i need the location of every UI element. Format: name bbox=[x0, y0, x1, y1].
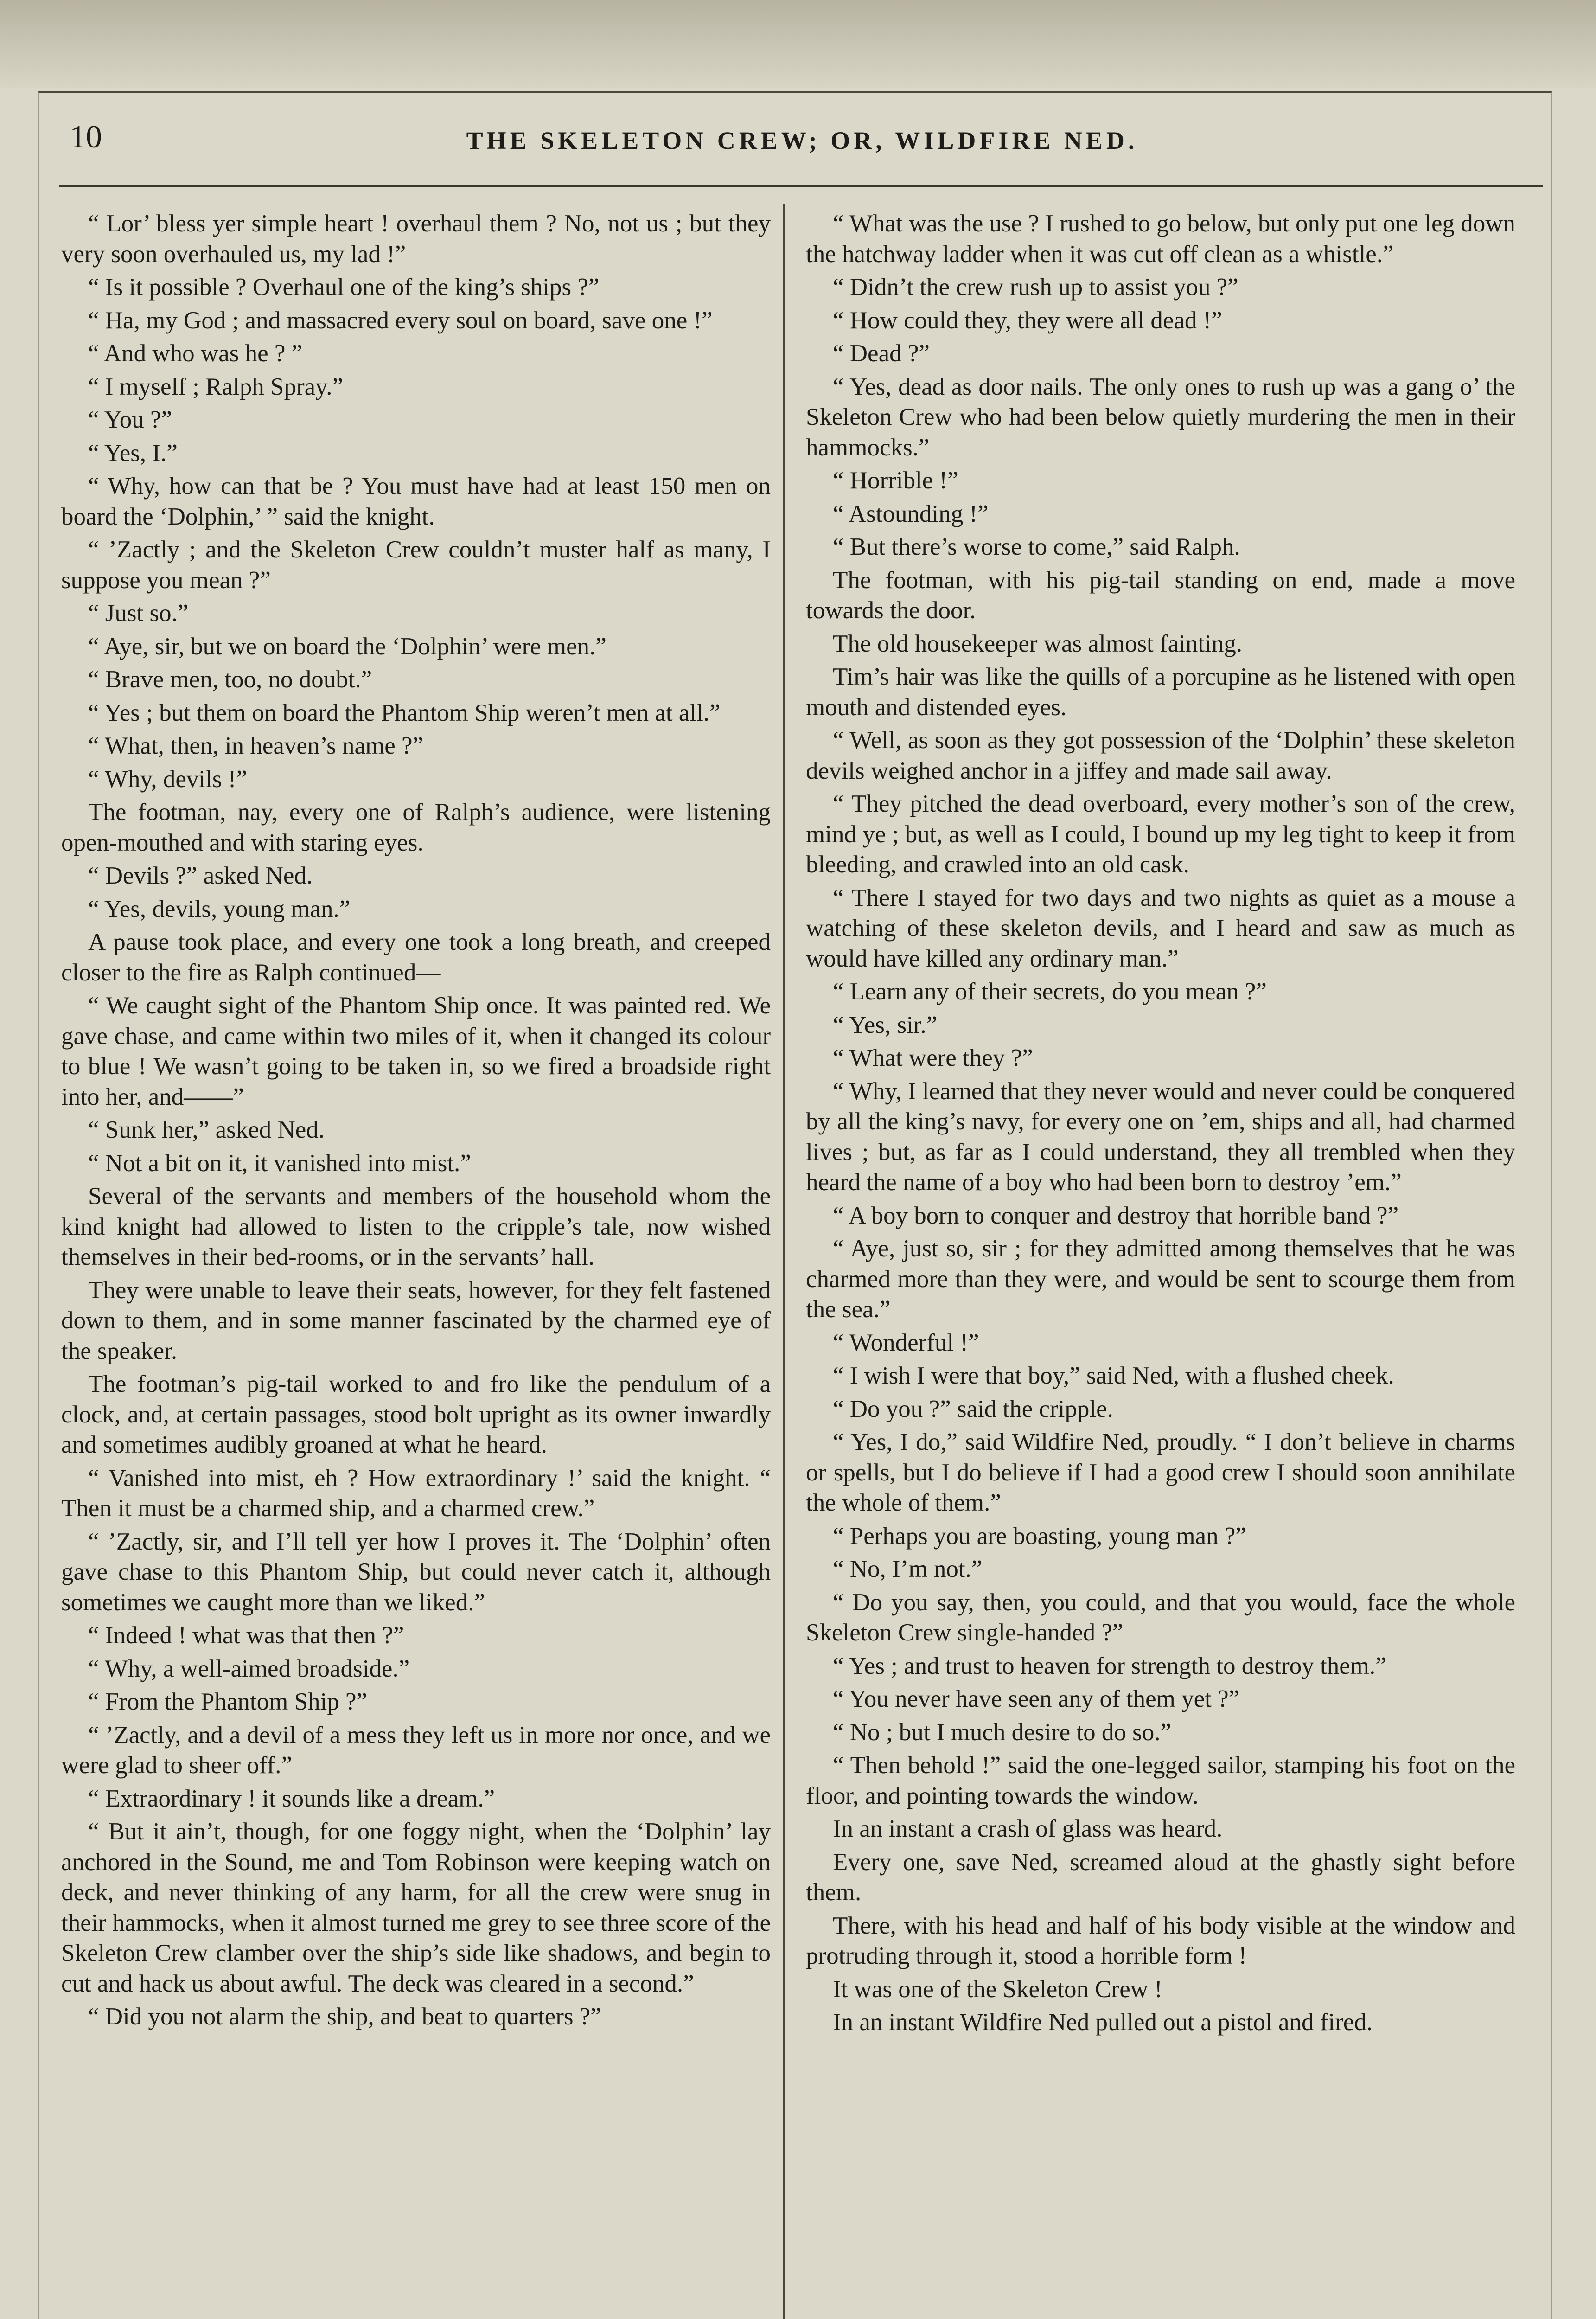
paragraph: “ Why, devils !” bbox=[88, 765, 247, 793]
header-rule bbox=[59, 185, 1543, 187]
paragraph: “ I myself ; Ralph Spray.” bbox=[88, 373, 343, 400]
paragraph: “ Do you ?” said the cripple. bbox=[833, 1395, 1113, 1422]
paragraph: “ Didn’t the crew rush up to assist you ?” bbox=[833, 274, 1238, 301]
paragraph: “ Wonderful !” bbox=[833, 1329, 979, 1356]
paragraph: “ Well, as soon as they got possession of the ‘Dolphin’ these skeleton devils weighed anchor in a jiffey and made sail away. bbox=[806, 727, 1515, 784]
paragraph: “ Yes, dead as door nails. The only ones to rush up was a gang o’ the Skeleton Crew who had been below quietly murdering the men in their hammocks.” bbox=[806, 373, 1515, 461]
paragraph: Every one, save Ned, screamed aloud at the ghastly sight before them. bbox=[806, 1848, 1515, 1906]
paragraph: “ They pitched the dead overboard, every mother’s son of the crew, mind ye ; but, as well as I could, I bound up my leg tight to keep it from bleeding, and crawled into an old cask. bbox=[806, 790, 1515, 878]
paragraph: The footman, nay, every one of Ralph’s audience, were listening open-mouthed and with staring eyes. bbox=[61, 799, 771, 856]
paragraph: “ Vanished into mist, eh ? How extraordinary !’ said the knight. “ Then it must be a charmed ship, and a charmed crew.” bbox=[61, 1464, 771, 1522]
column-divider bbox=[783, 204, 785, 2319]
paragraph: “ Aye, just so, sir ; for they admitted among themselves that he was charmed more than they were, and would be sent to scourge them from the sea.” bbox=[806, 1235, 1515, 1323]
paragraph: “ You ?” bbox=[88, 406, 172, 433]
paragraph: “ ’Zactly, and a devil of a mess they left us in more nor once, and we were glad to sheer off.” bbox=[61, 1721, 771, 1779]
paragraph: “ From the Phantom Ship ?” bbox=[88, 1688, 368, 1715]
paragraph: “ We caught sight of the Phantom Ship once. It was painted red. We gave chase, and came within two miles of it, when it changed its colour to blue ! We wasn’t going to be taken in, so we fired a broadside right into her, and——” bbox=[61, 992, 771, 1110]
page-header bbox=[65, 116, 1539, 172]
paragraph: “ Yes ; but them on board the Phantom Ship weren’t men at all.” bbox=[88, 699, 721, 726]
paragraph: “ Dead ?” bbox=[833, 340, 930, 367]
paragraph: “ Yes, devils, young man.” bbox=[88, 895, 351, 922]
paragraph: “ But there’s worse to come,” said Ralph. bbox=[833, 533, 1240, 560]
paragraph: “ No, I’m not.” bbox=[833, 1556, 983, 1582]
paragraph: “ Yes ; and trust to heaven for strength to destroy them.” bbox=[833, 1652, 1386, 1679]
paragraph: “ What were they ?” bbox=[833, 1044, 1033, 1071]
text-column-left bbox=[61, 209, 771, 2319]
paragraph: “ Lor’ bless yer simple heart ! overhaul them ? No, not us ; but they very soon overhauled us, my lad !” bbox=[61, 210, 771, 268]
paragraph: Tim’s hair was like the quills of a porcupine as he listened with open mouth and distended eyes. bbox=[806, 663, 1515, 721]
paragraph: “ How could they, they were all dead !” bbox=[833, 307, 1222, 334]
paragraph: “ Devils ?” asked Ned. bbox=[88, 862, 313, 889]
paragraph: “ Yes, I do,” said Wildfire Ned, proudly. “ I don’t believe in charms or spells, but I do believe if I had a good crew I should soon annihilate the whole of them.” bbox=[806, 1429, 1515, 1516]
paragraph: “ I wish I were that boy,” said Ned, with a flushed cheek. bbox=[833, 1362, 1394, 1389]
paragraph: They were unable to leave their seats, however, for they felt fastened down to them, and in some manner fascinated by the charmed eye of the speaker. bbox=[61, 1276, 771, 1364]
paragraph: “ But it ain’t, though, for one foggy night, when the ‘Dolphin’ lay anchored in the Sound, me and Tom Robinson were keeping watch on deck, and never thinking of any harm, for all the crew were snug in their hammocks, when it almost turned me grey to see three score of the Skeleton Crew clamber over the ship’s side like shadows, and begin to cut and hack us about awful. The deck was cleared in a second.” bbox=[61, 1818, 771, 1997]
page-number: 10 bbox=[70, 119, 102, 155]
previous-page-edge bbox=[0, 0, 1596, 88]
paragraph: “ Learn any of their secrets, do you mean ?” bbox=[833, 978, 1267, 1005]
paragraph: “ Brave men, too, no doubt.” bbox=[88, 666, 372, 693]
paragraph: “ No ; but I much desire to do so.” bbox=[833, 1718, 1172, 1746]
paragraph: “ Did you not alarm the ship, and beat to quarters ?” bbox=[88, 2003, 601, 2030]
paragraph: “ You never have seen any of them yet ?” bbox=[833, 1685, 1240, 1712]
paragraph: “ Just so.” bbox=[88, 600, 189, 627]
paragraph: “ Is it possible ? Overhaul one of the king’s ships ?” bbox=[88, 274, 600, 301]
running-head: THE SKELETON CREW; OR, WILDFIRE NED. bbox=[466, 127, 1138, 154]
paragraph: “ Indeed ! what was that then ?” bbox=[88, 1622, 404, 1649]
paragraph: “ There I stayed for two days and two nights as quiet as a mouse a watching of these skeleton devils, and I heard and saw as much as would have killed any ordinary man.” bbox=[806, 884, 1515, 972]
paragraph: In an instant Wildfire Ned pulled out a pistol and fired. bbox=[833, 2009, 1373, 2036]
paragraph: “ What was the use ? I rushed to go below, but only put one leg down the hatchway ladder when it was cut off clean as a whistle.” bbox=[806, 210, 1515, 268]
paragraph: Several of the servants and members of the household whom the kind knight had allowed to listen to the cripple’s tale, now wished themselves in their bed-rooms, or in the servants’ hall. bbox=[61, 1183, 771, 1270]
paragraph: “ Aye, sir, but we on board the ‘Dolphin’ were men.” bbox=[88, 633, 606, 660]
paragraph: “ Astounding !” bbox=[833, 500, 989, 527]
paragraph: A pause took place, and every one took a long breath, and creeped closer to the fire as Ralph continued— bbox=[61, 929, 771, 986]
paragraph: “ Why, how can that be ? You must have had at least 150 men on board the ‘Dolphin,’ ” said the knight. bbox=[61, 473, 771, 530]
paragraph: It was one of the Skeleton Crew ! bbox=[833, 1975, 1162, 2003]
text-column-right bbox=[806, 209, 1515, 2319]
paragraph: “ Do you say, then, you could, and that you would, face the whole Skeleton Crew single-handed ?” bbox=[806, 1589, 1515, 1646]
paragraph: “ ’Zactly ; and the Skeleton Crew couldn’t muster half as many, I suppose you mean ?” bbox=[61, 536, 771, 594]
paragraph: “ ’Zactly, sir, and I’ll tell yer how I proves it. The ‘Dolphin’ often gave chase to this Phantom Ship, but could never catch it, although sometimes we caught more than we liked.” bbox=[61, 1528, 771, 1616]
paragraph: “ Ha, my God ; and massacred every soul on board, save one !” bbox=[88, 307, 713, 334]
paragraph: The old housekeeper was almost fainting. bbox=[833, 630, 1243, 657]
paragraph: “ Perhaps you are boasting, young man ?” bbox=[833, 1522, 1246, 1550]
paragraph: There, with his head and half of his body visible at the window and protruding through it, stood a horrible form ! bbox=[806, 1912, 1515, 1969]
paragraph: The footman’s pig-tail worked to and fro like the pendulum of a clock, and, at certain passages, stood bolt upright as its owner inwardly and sometimes audibly groaned at what he heard. bbox=[61, 1371, 771, 1458]
paragraph: “ Why, a well-aimed broadside.” bbox=[88, 1655, 410, 1682]
paragraph: “ Not a bit on it, it vanished into mist.” bbox=[88, 1149, 471, 1177]
paragraph: “ And who was he ? ” bbox=[88, 340, 303, 367]
paragraph: “ Sunk her,” asked Ned. bbox=[88, 1116, 325, 1143]
paragraph: “ Then behold !” said the one-legged sailor, stamping his foot on the floor, and pointing towards the window. bbox=[806, 1752, 1515, 1809]
paragraph: “ Yes, sir.” bbox=[833, 1011, 938, 1038]
paragraph: “ Yes, I.” bbox=[88, 439, 178, 467]
paragraph: In an instant a crash of glass was heard. bbox=[833, 1815, 1223, 1842]
paragraph: The footman, with his pig-tail standing on end, made a move towards the door. bbox=[806, 566, 1515, 624]
paragraph: “ A boy born to conquer and destroy that horrible band ?” bbox=[833, 1202, 1399, 1229]
paragraph: “ Extraordinary ! it sounds like a dream.” bbox=[88, 1785, 495, 1812]
paragraph: “ What, then, in heaven’s name ?” bbox=[88, 732, 424, 759]
paragraph: “ Why, I learned that they never would and never could be conquered by all the king’s navy, for every one on ’em, ships and all, had charmed lives ; but, as far as I could understand, they all trembled when they heard the name of a boy who had been born to destroy ’em.” bbox=[806, 1077, 1515, 1196]
paragraph: “ Horrible !” bbox=[833, 467, 958, 494]
